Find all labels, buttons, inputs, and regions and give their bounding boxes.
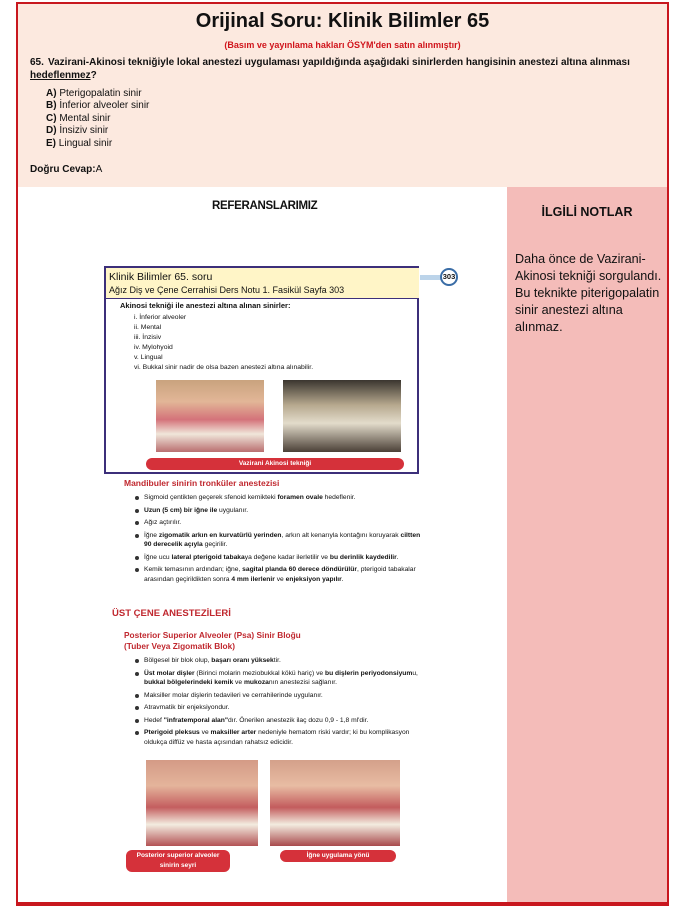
mandibular-bullets [134, 493, 424, 587]
option-a: A) Pterigopalatin sinir [46, 88, 142, 99]
page-frame [16, 2, 669, 906]
question-text [30, 56, 630, 82]
list-item: Kemik temasının ardından; iğne, sagital planda 60 derece döndürülür, pterigoid tabakalar arasından geçirildikten sonra 4 mm ilerlenir ve enjeksiyon yapılır. [144, 565, 424, 584]
list-item: vi. Bukkal sinir nadir de olsa bazen anestezi altına alınabilir. [134, 364, 314, 371]
option-b: B) İnferior alveoler sinir [46, 100, 150, 112]
list-item: Maksiller molar dişlerin tedavileri ve cerrahilerinde uygulanır. [144, 691, 424, 701]
list-item: İğne ucu lateral pterigoid tabakaya değene kadar ilerletilir ve bu derinlik kaydedilir. [144, 553, 424, 563]
caption-psa-course: Posterior superior alveoler sinirin seyri [126, 850, 230, 872]
list-item: iv. Mylohyoid [134, 344, 173, 351]
mouth-photo [156, 380, 264, 452]
references-heading: REFERANSLARIMIZ [212, 200, 318, 212]
list-item: Bölgesel bir blok olup, başarı oranı yüksektir. [144, 656, 424, 666]
page-number-badge: 303 [440, 268, 458, 286]
caption-needle-direction: İğne uygulama yönü [280, 850, 396, 862]
psa-bullets [134, 656, 424, 750]
book-page-excerpt [104, 266, 456, 906]
page-title: Orijinal Soru: Klinik Bilimler 65 [195, 10, 490, 32]
page-number-bar [420, 275, 442, 280]
options-list [46, 88, 149, 150]
list-item: v. Lingual [134, 354, 163, 361]
section-psa [124, 630, 301, 652]
option-d: D) İnsiziv sinir [46, 125, 109, 137]
list-item: ii. Mental [134, 324, 162, 331]
correct-answer: Doğru Cevap:A [30, 164, 103, 175]
section-psa-line-1: Posterior Superior Alveoler (Psa) Sinir Bloğu [124, 630, 301, 640]
option-c: C) Mental sinir [46, 112, 111, 124]
section-upper-jaw: ÜST ÇENE ANESTEZİLERİ [112, 608, 231, 619]
notes-text: Daha önce de Vazirani-Akinosi tekniği sorgulandı. Bu teknikte piterigopalatin sinir anestezi altına alınmaz. [515, 252, 662, 334]
highlight-line-1: Klinik Bilimler 65. soru [109, 271, 213, 283]
list-item: i. İnferior alveoler [134, 314, 187, 321]
notes-title: İLGİLİ NOTLAR [541, 205, 633, 219]
skull-photo [283, 380, 401, 452]
akinosi-list [134, 313, 313, 373]
highlight-line-2: Ağız Diş ve Çene Cerrahisi Ders Notu 1. Fasikül Sayfa 303 [109, 285, 345, 295]
question-end: ? [90, 70, 97, 81]
needle-direction-photo [270, 760, 400, 846]
highlight-box [104, 266, 419, 474]
question-number: 65. [30, 57, 44, 68]
psa-course-photo [146, 760, 258, 846]
copyright-note: (Basım ve yayınlama hakları ÖSYM'den satın alınmıştır) [224, 40, 461, 50]
list-item: Hedef "infratemporal alan"dır. Önerilen anestezik ilaç dozu 0,9 - 1,8 ml'dir. [144, 716, 424, 726]
question-stem: Vazirani-Akinosi tekniğiyle lokal anestezi uygulaması yapıldığında aşağıdaki sinirlerden hangisinin anestezi altına alınması [48, 57, 630, 68]
highlight-title [106, 268, 419, 299]
section-mandibular: Mandibuler sinirin tronküler anestezisi [124, 478, 280, 488]
list-item: Atravmatik bir enjeksiyondur. [144, 703, 424, 713]
akinosi-heading: Akinosi tekniği ile anestezi altına alınan sinirler: [120, 301, 291, 310]
list-item: Ağız açtırılır. [144, 518, 424, 528]
list-item: Sigmoid çentikten geçerek sfenoid kemikteki foramen ovale hedeflenir. [144, 493, 424, 503]
list-item: Pterigoid pleksus ve maksiller arter nedeniyle hematom riski vardır; ki bu komplikasyon oldukça diffüz ve hasta açısından rahatsız edicidir. [144, 728, 424, 747]
option-e: E) Lingual sinir [46, 137, 113, 149]
list-item: Üst molar dişler (Birinci molarin meziobukkal kökü hariç) ve bu dişlerin periyodonsiyumu, bukkal bölgelerindeki kemik ve mukozanın anestezisi sağlanır. [144, 669, 424, 688]
section-psa-line-2: (Tuber Veya Zigomatik Blok) [124, 641, 235, 651]
question-panel [18, 4, 667, 187]
question-underlined: hedeflenmez [30, 70, 91, 81]
notes-panel [507, 187, 667, 906]
caption-akinosi: Vazirani Akinosi tekniği [146, 458, 404, 470]
list-item: Uzun (5 cm) bir iğne ile uygulanır. [144, 506, 424, 516]
list-item: iii. İnzisiv [134, 334, 162, 341]
list-item: İğne zigomatik arkın en kurvatürlü yerinden, arkın alt kenarıyla kontağını koruyarak ciltten 90 derecelik açıyla geçirilir. [144, 531, 424, 550]
